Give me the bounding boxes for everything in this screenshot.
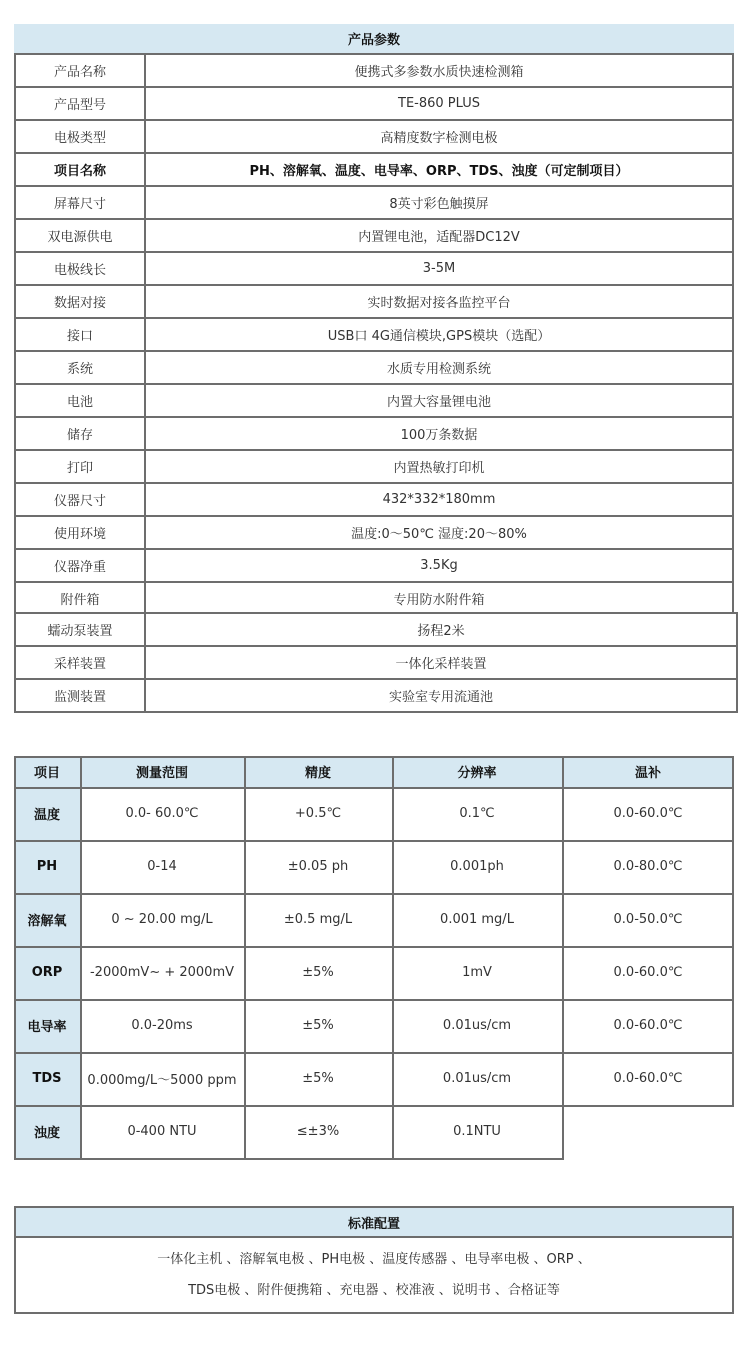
param-label: 接口 — [16, 319, 146, 350]
table-cell: 0.0-60.0℃ — [613, 1071, 683, 1086]
param-label: 产品型号 — [16, 88, 146, 119]
table-cell: 0.01us/cm — [442, 1071, 512, 1086]
param-row — [16, 55, 732, 88]
table-cell: ≤±3% — [296, 1124, 340, 1139]
column-header: 测量范围 — [80, 756, 244, 787]
table-cell: ±5% — [302, 1071, 334, 1086]
divider — [14, 1105, 734, 1107]
param-row — [16, 319, 732, 352]
param-row — [16, 614, 736, 647]
table-cell: 0-400 NTU — [127, 1124, 197, 1139]
table-cell: ±5% — [302, 965, 334, 980]
param-value: 水质专用检测系统 — [386, 362, 491, 377]
divider — [14, 756, 16, 1160]
param-row — [16, 187, 732, 220]
table-cell: 0.0-80.0℃ — [613, 859, 683, 874]
param-row — [16, 484, 732, 517]
param-value: 便携式多参数水质快速检测箱 — [354, 65, 524, 80]
table-cell: 0.001ph — [450, 859, 504, 874]
table-cell: 0.0-60.0℃ — [613, 1018, 683, 1033]
row-header: 浊度 — [14, 1105, 80, 1158]
param-value: PH、溶解氧、温度、电导率、ORP、TDS、浊度（可定制项目） — [249, 164, 629, 179]
param-label: 打印 — [16, 451, 146, 482]
divider — [14, 1158, 564, 1160]
product-params-title: 产品参数 — [14, 24, 734, 55]
column-header: 精度 — [244, 756, 392, 787]
row-header: ORP — [14, 946, 80, 999]
param-value: USB口 4G通信模块,GPS模块（选配） — [327, 329, 551, 344]
param-value: 实时数据对接各监控平台 — [367, 296, 511, 311]
row-header: TDS — [14, 1052, 80, 1105]
divider — [14, 946, 734, 948]
param-label: 双电源供电 — [16, 220, 146, 251]
param-label: 电池 — [16, 385, 146, 416]
table-cell: 0.1℃ — [459, 806, 495, 821]
param-label: 储存 — [16, 418, 146, 449]
param-value: 高精度数字检测电极 — [380, 131, 498, 146]
param-row — [16, 286, 732, 319]
table-cell: ±0.5 mg/L — [283, 912, 353, 927]
param-label: 项目名称 — [16, 154, 146, 185]
param-value: 内置大容量锂电池 — [386, 395, 491, 410]
param-label: 系统 — [16, 352, 146, 383]
param-value: 8英寸彩色触摸屏 — [389, 197, 489, 212]
standard-config-body — [16, 1238, 732, 1312]
param-label: 蠕动泵装置 — [16, 614, 146, 645]
param-label: 仪器净重 — [16, 550, 146, 581]
param-row — [16, 88, 732, 121]
standard-config-line-1: 一体化主机 、溶解氧电极 、PH电极 、温度传感器 、电导率电极 、ORP 、 — [157, 1252, 591, 1267]
param-label: 监测装置 — [16, 680, 146, 711]
param-label: 数据对接 — [16, 286, 146, 317]
table-cell: 0.001 mg/L — [440, 912, 514, 927]
divider — [244, 756, 246, 1160]
table-cell: -2000mV~ + 2000mV — [89, 965, 235, 980]
table-cell: 0.0-20ms — [131, 1018, 193, 1033]
param-row — [16, 680, 736, 713]
standard-config-title: 标准配置 — [16, 1208, 732, 1238]
param-value: 专用防水附件箱 — [393, 593, 485, 608]
table-cell: ±5% — [302, 1018, 334, 1033]
param-row — [16, 550, 732, 583]
standard-config-line-2: TDS电极 、附件便携箱 、充电器 、校准液 、说明书 、合格证等 — [188, 1283, 560, 1298]
divider — [562, 756, 564, 1160]
param-row — [16, 220, 732, 253]
product-params-extra-table — [14, 612, 738, 713]
table-cell: 0.0-60.0℃ — [613, 806, 683, 821]
divider — [14, 840, 734, 842]
param-row — [16, 352, 732, 385]
divider — [732, 756, 734, 1107]
product-params-body — [14, 55, 734, 614]
param-value: 432*332*180mm — [382, 492, 496, 507]
param-label: 产品名称 — [16, 55, 146, 86]
param-row — [16, 583, 732, 614]
param-label: 附件箱 — [16, 583, 146, 614]
table-cell: 0-14 — [147, 859, 177, 874]
param-value: TE-860 PLUS — [398, 96, 480, 111]
param-label: 电极线长 — [16, 253, 146, 284]
param-label: 仪器尺寸 — [16, 484, 146, 515]
divider — [80, 756, 82, 1160]
param-row — [16, 418, 732, 451]
param-label: 使用环境 — [16, 517, 146, 548]
table-cell: 0.01us/cm — [442, 1018, 512, 1033]
param-value: 一体化采样装置 — [395, 657, 487, 672]
param-value: 实验室专用流通池 — [388, 690, 493, 705]
table-cell: +0.5℃ — [294, 806, 342, 821]
table-cell: 0.0- 60.0℃ — [125, 806, 199, 821]
param-row — [16, 451, 732, 484]
param-value: 扬程2米 — [417, 624, 465, 639]
param-row — [16, 253, 732, 286]
table-cell: 0 ~ 20.00 mg/L — [111, 912, 213, 927]
param-value: 3.5Kg — [420, 558, 458, 573]
divider — [392, 756, 394, 1160]
row-header: 溶解氧 — [14, 893, 80, 946]
table-cell: 0.1NTU — [453, 1124, 501, 1139]
table-cell: 1mV — [462, 965, 492, 980]
param-value: 内置热敏打印机 — [393, 461, 485, 476]
row-header: 电导率 — [14, 999, 80, 1052]
param-row — [16, 154, 732, 187]
table-cell: 0.0-50.0℃ — [613, 912, 683, 927]
standard-config-table — [14, 1206, 734, 1314]
param-row — [16, 385, 732, 418]
product-params-table — [14, 24, 734, 614]
param-value: 温度:0～50℃ 湿度:20～80% — [351, 527, 527, 542]
column-header: 温补 — [562, 756, 734, 787]
divider — [14, 1052, 734, 1054]
column-header: 项目 — [14, 756, 80, 787]
table-cell: 0.000mg/L～5000 ppm — [87, 1073, 237, 1088]
param-row — [16, 121, 732, 154]
product-params-extra-body — [16, 614, 736, 713]
table-cell: 0.0-60.0℃ — [613, 965, 683, 980]
row-header: PH — [14, 840, 80, 893]
divider — [14, 999, 734, 1001]
divider — [14, 893, 734, 895]
param-row — [16, 647, 736, 680]
param-label: 电极类型 — [16, 121, 146, 152]
param-label: 屏幕尺寸 — [16, 187, 146, 218]
param-value: 100万条数据 — [400, 428, 478, 443]
divider — [14, 787, 734, 789]
param-value: 内置锂电池，适配器DC12V — [358, 230, 520, 245]
column-header: 分辨率 — [392, 756, 562, 787]
param-value: 3-5M — [422, 261, 456, 276]
param-label: 采样装置 — [16, 647, 146, 678]
row-header: 温度 — [14, 787, 80, 840]
param-row — [16, 517, 732, 550]
table-cell: ±0.05 ph — [287, 859, 349, 874]
divider — [14, 756, 734, 758]
